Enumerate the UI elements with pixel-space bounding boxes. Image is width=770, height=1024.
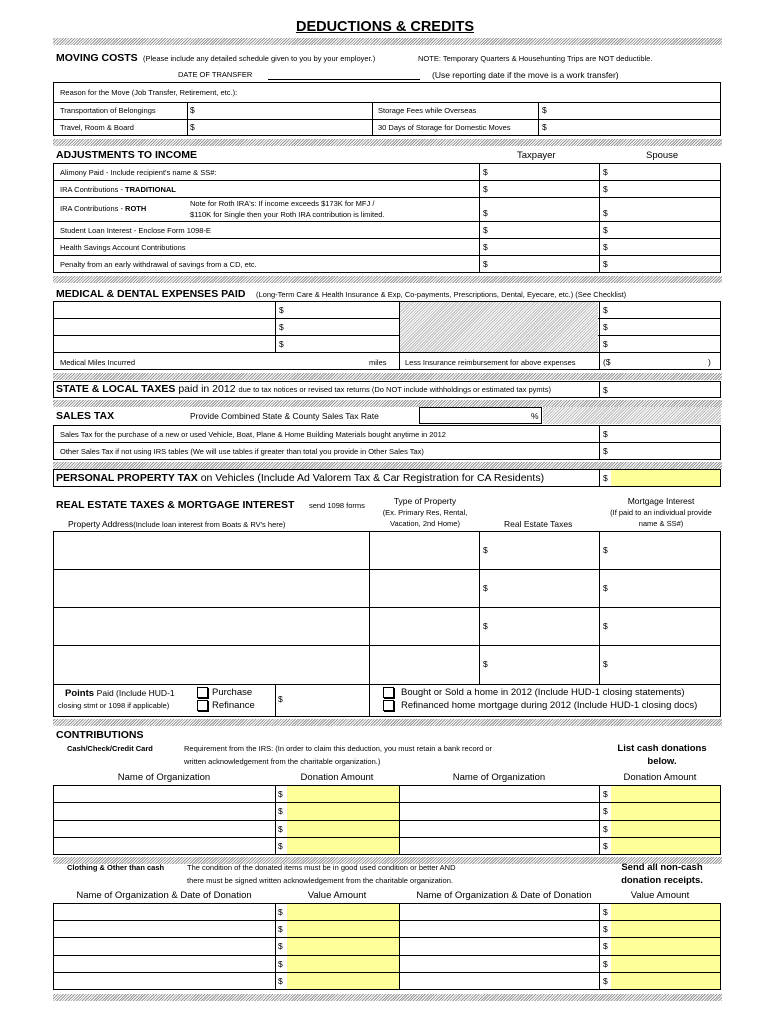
less-insurance-close: ) bbox=[708, 357, 711, 367]
refinanced-label: Refinanced home mortgage during 2012 (Include HUD-1 closing docs) bbox=[401, 700, 698, 711]
property-address-note: (Include loan interest from Boats & RV's here) bbox=[133, 520, 286, 529]
storage-overseas-amount[interactable] bbox=[550, 103, 718, 118]
penalty-taxpayer-dollar: $ bbox=[483, 259, 488, 269]
noncash-dollar-right-2: $ bbox=[603, 924, 608, 934]
contributions-heading: CONTRIBUTIONS bbox=[56, 729, 144, 741]
personal-property-line bbox=[56, 473, 544, 484]
medical-amount-fields-left[interactable] bbox=[287, 302, 397, 352]
refinance-label: Refinance bbox=[212, 700, 255, 711]
date-of-transfer-label: DATE OF TRANSFER bbox=[178, 70, 253, 79]
sales-tax-rate-label: Provide Combined State & County Sales Tax Rate bbox=[190, 411, 379, 421]
mortgage-interest-1: Mortgage Interest bbox=[627, 496, 695, 506]
sales-tax-other-dollar: $ bbox=[603, 446, 608, 456]
medical-miles-unit: miles bbox=[369, 358, 387, 367]
noncash-dollar-left-4: $ bbox=[278, 959, 283, 969]
hatch-divider bbox=[53, 38, 722, 45]
adjustments-spouse-amounts[interactable] bbox=[611, 164, 719, 272]
sales-tax-other-amount[interactable] bbox=[611, 443, 719, 459]
sales-tax-rate-field[interactable] bbox=[421, 408, 527, 423]
points-label: Points bbox=[65, 688, 95, 699]
purchase-label: Purchase bbox=[212, 687, 253, 698]
date-of-transfer-field[interactable] bbox=[268, 66, 420, 80]
cash-dollar-right-3: $ bbox=[603, 824, 608, 834]
storage-30-label: 30 Days of Storage for Domestic Moves bbox=[378, 123, 511, 132]
hsa-label: Health Savings Account Contributions bbox=[60, 243, 186, 252]
cash-org-right-fields[interactable] bbox=[400, 786, 598, 854]
adjustments-taxpayer-amounts[interactable] bbox=[491, 164, 597, 272]
type-property-2: (Ex. Primary Res, Rental, bbox=[382, 508, 468, 517]
mortgage-interest-fields[interactable] bbox=[611, 532, 719, 684]
moving-note: NOTE: Temporary Quarters & Househunting Trips are NOT deductible. bbox=[418, 54, 653, 63]
cash-dollar-left-4: $ bbox=[278, 841, 283, 851]
medical-subheading: (Long-Term Care & Health Insurance & Exp, Co-payments, Prescriptions, Dental, Eyecare, etc.) (See Checklist) bbox=[256, 290, 627, 299]
student-loan-label: Student Loan Interest - Enclose Form 1098-E bbox=[60, 226, 211, 235]
hatch-divider bbox=[53, 994, 722, 1001]
bought-sold-label: Bought or Sold a home in 2012 (Include HUD-1 closing statements) bbox=[401, 687, 685, 698]
date-of-transfer-note: (Use reporting date if the move is a work transfer) bbox=[432, 70, 619, 80]
less-insurance-amount[interactable] bbox=[620, 354, 706, 368]
student-loan-taxpayer-dollar: $ bbox=[483, 225, 488, 235]
cash-col-org-right: Name of Organization bbox=[452, 772, 546, 783]
medical-miles-field[interactable] bbox=[160, 354, 360, 368]
medical-amount-fields-right[interactable] bbox=[611, 302, 719, 352]
ira-traditional-label: IRA Contributions - TRADITIONAL bbox=[60, 185, 176, 194]
hatch-divider bbox=[53, 276, 722, 283]
transport-label: Transportation of Belongings bbox=[60, 106, 156, 115]
state-local-amount[interactable] bbox=[611, 382, 719, 397]
noncash-dollar-left-2: $ bbox=[278, 924, 283, 934]
personal-property-heading: PERSONAL PROPERTY TAX bbox=[56, 472, 198, 484]
refinanced-checkbox[interactable] bbox=[383, 700, 394, 711]
personal-property-dollar: $ bbox=[603, 473, 608, 483]
ira-trad-taxpayer-dollar: $ bbox=[483, 184, 488, 194]
storage-overseas-dollar: $ bbox=[542, 105, 547, 115]
mortgage-dollar-2: $ bbox=[603, 583, 608, 593]
purchase-checkbox[interactable] bbox=[197, 687, 208, 698]
noncash-col-org-left: Name of Organization & Date of Donation bbox=[76, 890, 252, 901]
state-local-heading: STATE & LOCAL TAXES bbox=[56, 383, 176, 395]
send-receipts-1: Send all non-cash bbox=[621, 862, 703, 873]
type-property-1: Type of Property bbox=[393, 496, 457, 506]
personal-property-text: on Vehicles (Include Ad Valorem Tax & Car Registration for CA Residents) bbox=[200, 472, 545, 484]
cash-dollar-left-1: $ bbox=[278, 789, 283, 799]
student-loan-spouse-dollar: $ bbox=[603, 225, 608, 235]
real-estate-taxes-col: Real Estate Taxes bbox=[504, 519, 573, 529]
medical-miles-label: Medical Miles Incurred bbox=[60, 358, 136, 367]
list-cash-1: List cash donations bbox=[617, 743, 707, 754]
personal-property-amount[interactable] bbox=[611, 470, 720, 486]
bought-sold-checkbox[interactable] bbox=[383, 687, 394, 698]
mortgage-interest-3: name & SS#) bbox=[638, 519, 684, 528]
property-address-fields[interactable] bbox=[54, 532, 368, 684]
noncash-col-org-right: Name of Organization & Date of Donation bbox=[416, 890, 592, 901]
sales-tax-vehicle-label: Sales Tax for the purchase of a new or used Vehicle, Boat, Plane & Home Building Materials bought anytime in 2012 bbox=[60, 430, 446, 439]
type-property-3: Vacation, 2nd Home) bbox=[390, 519, 460, 528]
noncash-col-value-left: Value Amount bbox=[307, 890, 367, 901]
sales-tax-shaded bbox=[543, 407, 721, 424]
sales-tax-heading: SALES TAX bbox=[56, 410, 115, 422]
travel-amount[interactable] bbox=[198, 120, 370, 135]
storage-overseas-label: Storage Fees while Overseas bbox=[378, 106, 477, 115]
medical-right-dollar-1: $ bbox=[603, 305, 608, 315]
cash-dollar-right-2: $ bbox=[603, 806, 608, 816]
sales-tax-pct: % bbox=[531, 411, 539, 421]
points-line2: closing stmt or 1098 if applicable) bbox=[58, 701, 170, 710]
roth-note-line1: Note for Roth IRA's: If income exceeds $173K for MFJ / bbox=[190, 199, 375, 208]
re-taxes-dollar-1: $ bbox=[483, 545, 488, 555]
hsa-spouse-dollar: $ bbox=[603, 242, 608, 252]
real-estate-send: send 1098 forms bbox=[309, 501, 365, 510]
mortgage-dollar-4: $ bbox=[603, 659, 608, 669]
re-taxes-fields[interactable] bbox=[491, 532, 597, 684]
points-text: Paid (Include HUD-1 bbox=[96, 688, 175, 698]
noncash-col-value-right: Value Amount bbox=[630, 890, 690, 901]
sales-tax-vehicle-amount[interactable] bbox=[611, 426, 719, 441]
refinance-checkbox[interactable] bbox=[197, 700, 208, 711]
penalty-spouse-dollar: $ bbox=[603, 259, 608, 269]
noncash-label: Clothing & Other than cash bbox=[67, 863, 165, 872]
noncash-dollar-right-4: $ bbox=[603, 959, 608, 969]
less-insurance-label: Less Insurance reimbursement for above expenses bbox=[405, 358, 576, 367]
cash-col-amount-right: Donation Amount bbox=[623, 772, 697, 783]
mortgage-interest-2: (If paid to an individual provide bbox=[610, 508, 712, 517]
ira-roth-spouse-dollar: $ bbox=[603, 208, 608, 218]
noncash-dollar-left-3: $ bbox=[278, 941, 283, 951]
medical-left-dollar-1: $ bbox=[279, 305, 284, 315]
alimony-taxpayer-dollar: $ bbox=[483, 167, 488, 177]
re-taxes-dollar-2: $ bbox=[483, 583, 488, 593]
medical-right-dollar-3: $ bbox=[603, 339, 608, 349]
property-address-text: Property Address bbox=[68, 519, 134, 529]
reason-field[interactable] bbox=[265, 86, 717, 99]
cash-dollar-right-1: $ bbox=[603, 789, 608, 799]
transport-dollar: $ bbox=[190, 105, 195, 115]
state-local-line bbox=[56, 384, 551, 395]
alimony-label: Alimony Paid - Include recipient's name & SS#: bbox=[60, 168, 217, 177]
page-title: DEDUCTIONS & CREDITS bbox=[295, 19, 475, 35]
hatch-divider bbox=[53, 462, 722, 469]
hatch-divider bbox=[53, 719, 722, 726]
ira-roth-label: IRA Contributions - ROTH bbox=[60, 204, 147, 213]
col-spouse: Spouse bbox=[646, 150, 679, 161]
penalty-label: Penalty from an early withdrawal of savings from a CD, etc. bbox=[60, 260, 257, 269]
state-local-text: paid in 2012 bbox=[178, 383, 236, 395]
col-taxpayer: Taxpayer bbox=[517, 150, 556, 161]
cash-col-org-left: Name of Organization bbox=[117, 772, 211, 783]
re-taxes-dollar-3: $ bbox=[483, 621, 488, 631]
state-local-small: due to tax notices or revised tax returns (Do NOT include withholdings or estimated tax pymts) bbox=[238, 385, 551, 394]
medical-left-dollar-3: $ bbox=[279, 339, 284, 349]
send-receipts-2: donation receipts. bbox=[621, 875, 703, 886]
cash-req-2: written acknowledgement from the charitable organization.) bbox=[184, 757, 381, 766]
hatch-divider bbox=[53, 400, 722, 407]
moving-subheading: (Please include any detailed schedule given to you by your employer.) bbox=[143, 54, 376, 63]
property-type-fields[interactable] bbox=[370, 532, 478, 684]
mortgage-dollar-3: $ bbox=[603, 621, 608, 631]
noncash-dollar-left-5: $ bbox=[278, 976, 283, 986]
cash-col-amount-left: Donation Amount bbox=[300, 772, 374, 783]
cash-org-left-fields[interactable] bbox=[54, 786, 274, 854]
storage-30-dollar: $ bbox=[542, 122, 547, 132]
noncash-req-2: there must be signed written acknowledgement from the charitable organization. bbox=[187, 876, 453, 885]
noncash-org-left-fields[interactable] bbox=[54, 904, 274, 989]
noncash-dollar-right-1: $ bbox=[603, 907, 608, 917]
less-insurance-open: ($ bbox=[603, 357, 611, 367]
sales-tax-other-label: Other Sales Tax if not using IRS tables (We will use tables if greater than total you provide in Other Sales Tax) bbox=[60, 447, 424, 456]
sales-tax-vehicle-dollar: $ bbox=[603, 429, 608, 439]
cash-dollar-left-2: $ bbox=[278, 806, 283, 816]
medical-shaded-area bbox=[400, 302, 598, 352]
hatch-divider bbox=[53, 139, 722, 146]
medical-description-fields[interactable] bbox=[54, 302, 274, 352]
ira-trad-spouse-dollar: $ bbox=[603, 184, 608, 194]
travel-dollar: $ bbox=[190, 122, 195, 132]
property-address-label bbox=[68, 520, 285, 529]
noncash-req-1: The condition of the donated items must be in good used condition or better AND bbox=[187, 863, 456, 872]
cash-dollar-left-3: $ bbox=[278, 824, 283, 834]
state-local-dollar: $ bbox=[603, 385, 608, 395]
cash-req-1: Requirement from the IRS: (In order to claim this deduction, you must retain a bank record or bbox=[184, 744, 493, 753]
alimony-spouse-dollar: $ bbox=[603, 167, 608, 177]
real-estate-heading: REAL ESTATE TAXES & MORTGAGE INTEREST bbox=[56, 499, 295, 511]
re-taxes-dollar-4: $ bbox=[483, 659, 488, 669]
medical-heading: MEDICAL & DENTAL EXPENSES PAID bbox=[56, 288, 246, 300]
noncash-dollar-right-5: $ bbox=[603, 976, 608, 986]
list-cash-2: below. bbox=[647, 756, 677, 767]
medical-left-dollar-2: $ bbox=[279, 322, 284, 332]
roth-note-line2: $110K for Single then your Roth IRA contribution is limited. bbox=[190, 210, 385, 219]
adjustments-heading: ADJUSTMENTS TO INCOME bbox=[56, 149, 197, 161]
hatch-divider bbox=[53, 373, 722, 380]
reason-label: Reason for the Move (Job Transfer, Retirement, etc.): bbox=[60, 88, 238, 97]
noncash-dollar-right-3: $ bbox=[603, 941, 608, 951]
noncash-org-right-fields[interactable] bbox=[400, 904, 598, 989]
points-amount[interactable] bbox=[287, 686, 367, 716]
storage-30-amount[interactable] bbox=[550, 120, 718, 135]
medical-right-dollar-2: $ bbox=[603, 322, 608, 332]
travel-label: Travel, Room & Board bbox=[60, 123, 134, 132]
points-line1 bbox=[65, 689, 175, 699]
mortgage-dollar-1: $ bbox=[603, 545, 608, 555]
ira-roth-taxpayer-dollar: $ bbox=[483, 208, 488, 218]
cash-label: Cash/Check/Credit Card bbox=[67, 744, 153, 753]
moving-heading: MOVING COSTS bbox=[56, 52, 138, 64]
noncash-dollar-left-1: $ bbox=[278, 907, 283, 917]
cash-dollar-right-4: $ bbox=[603, 841, 608, 851]
hsa-taxpayer-dollar: $ bbox=[483, 242, 488, 252]
transport-amount[interactable] bbox=[198, 103, 370, 118]
points-dollar: $ bbox=[278, 694, 283, 704]
